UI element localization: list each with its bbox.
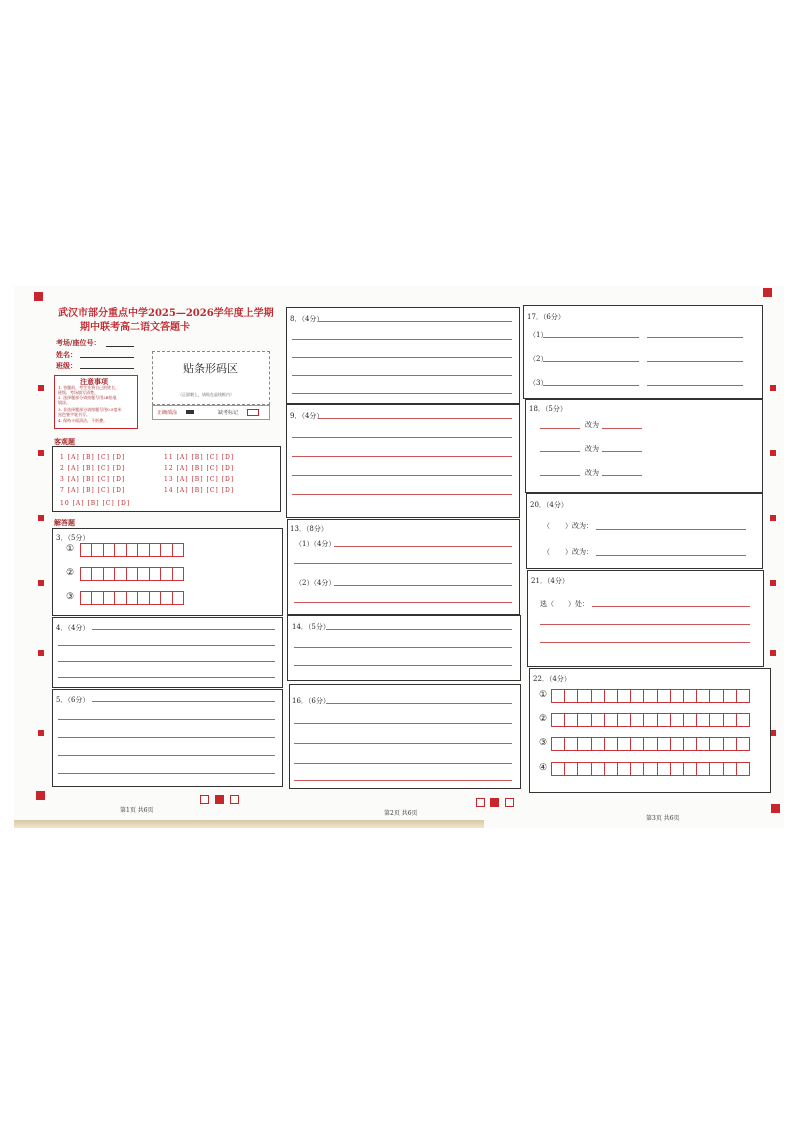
answer-line[interactable] [540, 428, 580, 429]
barcode-title: 贴条形码区 [183, 362, 238, 375]
q13-label: 13．（8分） [290, 525, 328, 533]
answer-line[interactable] [543, 361, 639, 362]
answer-line[interactable] [292, 357, 512, 358]
answer-line[interactable] [318, 321, 512, 322]
q17-item: （3） [529, 379, 548, 387]
exam-title-line2: 期中联考高二语文答题卡 [80, 322, 190, 333]
page-marker [215, 795, 224, 804]
page-marker [476, 798, 485, 807]
q22-item-label: ① [539, 690, 548, 700]
answer-line[interactable] [543, 385, 639, 386]
objective-row[interactable]: 11 [A] [B] [C] [D] [164, 454, 235, 461]
exam-room-field[interactable] [106, 346, 134, 347]
page-marker [505, 798, 514, 807]
q3-label: 3．（5分） [56, 534, 90, 542]
q22-grid-1[interactable] [551, 689, 750, 703]
answer-line[interactable] [58, 737, 275, 738]
name-field[interactable] [80, 357, 134, 358]
registration-mark [763, 288, 772, 297]
q21-select-label: 选（ ）处： [540, 600, 589, 608]
notice-line: 班级、考场填写清楚。 [58, 390, 98, 395]
objective-row[interactable]: 14 [A] [B] [C] [D] [164, 487, 235, 494]
q4-label: 4．（4分） [56, 624, 90, 632]
q3-item-label: ③ [66, 592, 75, 602]
q22-grid-2[interactable] [551, 713, 750, 727]
q14-label: 14．（5分） [292, 623, 330, 631]
answer-line[interactable] [58, 755, 275, 756]
registration-mark [38, 385, 44, 391]
answer-line[interactable] [58, 661, 275, 662]
page-marker [490, 798, 499, 807]
q3-item-label: ① [66, 544, 75, 554]
class-label: 班级： [56, 361, 77, 370]
answer-line[interactable] [602, 475, 642, 476]
q18-change-label: 改为 [585, 445, 599, 453]
q22-grid-3[interactable] [551, 737, 750, 751]
q18-label: 18．（5分） [529, 405, 567, 413]
correct-fill-label: 正确填涂 [157, 410, 178, 416]
registration-mark [36, 791, 45, 800]
notice-line: 1. 答题前，考生先将自己的姓名、 [58, 385, 120, 390]
q18-change-label: 改为 [585, 469, 599, 477]
objective-row[interactable]: 7 [A] [B] [C] [D] [60, 487, 126, 494]
answer-line[interactable] [326, 703, 512, 704]
registration-mark [770, 650, 776, 656]
q20-change-label: ）改为： [565, 548, 593, 556]
q18-change-label: 改为 [585, 421, 599, 429]
answer-line[interactable] [294, 763, 512, 764]
registration-mark [34, 292, 43, 301]
q22-label: 22．（4分） [533, 675, 571, 683]
q22-item-label: ③ [539, 738, 548, 748]
exam-room-label: 考场/座位号： [56, 338, 101, 347]
objective-title: 客观题 [54, 437, 75, 446]
q3-grid-2[interactable] [80, 567, 184, 581]
answer-line[interactable] [326, 629, 512, 630]
q3-grid-1[interactable] [80, 543, 184, 557]
answer-line[interactable] [294, 743, 512, 744]
q16-label: 16．（6分） [292, 697, 330, 705]
answer-line[interactable] [596, 529, 746, 530]
q20-open: （ [543, 522, 550, 530]
answer-line[interactable] [294, 563, 512, 564]
answer-line[interactable] [602, 428, 642, 429]
registration-mark [38, 650, 44, 656]
answer-line[interactable] [294, 602, 512, 603]
answer-line[interactable] [58, 677, 275, 678]
name-label: 姓名： [56, 350, 77, 359]
answer-line[interactable] [602, 451, 642, 452]
q17-item: （1） [529, 331, 548, 339]
page-footer-3: 第3页 共6页 [646, 815, 680, 822]
absent-mark-box[interactable] [247, 409, 259, 416]
answer-line[interactable] [596, 555, 746, 556]
q22-item-label: ② [539, 714, 548, 724]
objective-row[interactable]: 10 [A] [B] [C] [D] [60, 500, 131, 507]
answer-line[interactable] [540, 624, 750, 625]
page-marker [200, 795, 209, 804]
q20-change-label: ）改为： [565, 522, 593, 530]
answer-line[interactable] [294, 665, 512, 666]
registration-mark [770, 385, 776, 391]
answer-line[interactable] [540, 642, 750, 643]
objective-row[interactable]: 2 [A] [B] [C] [D] [60, 465, 126, 472]
answer-line[interactable] [543, 337, 639, 338]
q3-grid-3[interactable] [80, 591, 184, 605]
page-footer-2: 第2页 共6页 [384, 810, 418, 817]
paper-fold-shadow [14, 820, 484, 828]
answer-line[interactable] [292, 437, 512, 438]
answer-line[interactable] [294, 647, 512, 648]
registration-mark [770, 580, 776, 586]
registration-mark [771, 804, 780, 813]
registration-mark [38, 580, 44, 586]
exam-title-line1: 武汉市部分重点中学2025—2026学年度上学期 [58, 308, 274, 319]
registration-mark [770, 450, 776, 456]
answer-line[interactable] [318, 418, 512, 419]
answer-line[interactable] [292, 375, 512, 376]
registration-mark [38, 515, 44, 521]
notice-line: 黑色签字笔书写。 [58, 412, 90, 417]
answer-line[interactable] [292, 393, 512, 394]
registration-mark [38, 450, 44, 456]
answer-line[interactable] [540, 451, 580, 452]
page-footer-1: 第1页 共6页 [120, 807, 154, 814]
q13-sub1-label: （1）（4分） [295, 540, 336, 548]
absent-label: 缺考标记 [218, 410, 239, 416]
answer-line[interactable] [294, 723, 512, 724]
q5-label: 5．（6分） [56, 696, 90, 704]
q20-open: （ [543, 548, 550, 556]
q3-item-label: ② [66, 568, 75, 578]
registration-mark [38, 730, 44, 736]
objective-row[interactable]: 12 [A] [B] [C] [D] [164, 465, 235, 472]
answer-line[interactable] [540, 475, 580, 476]
answer-line[interactable] [58, 645, 275, 646]
answer-line[interactable] [292, 456, 512, 457]
notice-line: 3. 非选择题部分请按题号用0.5毫米 [58, 407, 122, 412]
q9-label: 9．（4分） [290, 412, 324, 420]
barcode-note: （正面朝上，请贴在虚线框内） [178, 392, 234, 397]
q9-box [286, 404, 520, 518]
answer-line[interactable] [334, 585, 512, 586]
answer-line[interactable] [292, 475, 512, 476]
answer-line[interactable] [292, 339, 512, 340]
answer-line[interactable] [647, 337, 743, 338]
notice-line: 2. 选择题部分请按题号用2B铅笔 [58, 395, 117, 400]
q17-label: 17．（6分） [527, 313, 565, 321]
q8-label: 8．（4分） [290, 315, 324, 323]
notice-line: 4. 保持卡面清洁，不折叠。 [58, 418, 108, 423]
answer-line[interactable] [334, 546, 512, 547]
notice-title: 注意事项 [80, 377, 108, 386]
q21-label: 21．（4分） [531, 577, 569, 585]
answer-line[interactable] [58, 719, 275, 720]
answer-line[interactable] [92, 629, 275, 630]
q22-grid-4[interactable] [551, 762, 750, 776]
answer-line[interactable] [292, 494, 512, 495]
correct-fill-sample [186, 410, 194, 414]
q22-item-label: ④ [539, 763, 548, 773]
objective-row[interactable]: 1 [A] [B] [C] [D] [60, 454, 126, 461]
q13-sub2-label: （2）（4分） [295, 579, 336, 587]
objective-row[interactable]: 3 [A] [B] [C] [D] [60, 476, 126, 483]
q17-item: （2） [529, 355, 548, 363]
q20-label: 20．（4分） [530, 501, 568, 509]
page-marker [230, 795, 239, 804]
objective-row[interactable]: 13 [A] [B] [C] [D] [164, 476, 235, 483]
notice-line: 填涂。 [58, 400, 70, 405]
answer-line[interactable] [647, 361, 743, 362]
answers-title: 解答题 [54, 518, 75, 527]
answer-line[interactable] [294, 780, 512, 781]
class-field[interactable] [80, 368, 134, 369]
answer-line[interactable] [92, 701, 275, 702]
answer-line[interactable] [58, 773, 275, 774]
answer-line[interactable] [592, 606, 750, 607]
registration-mark [770, 515, 776, 521]
answer-line[interactable] [647, 385, 743, 386]
